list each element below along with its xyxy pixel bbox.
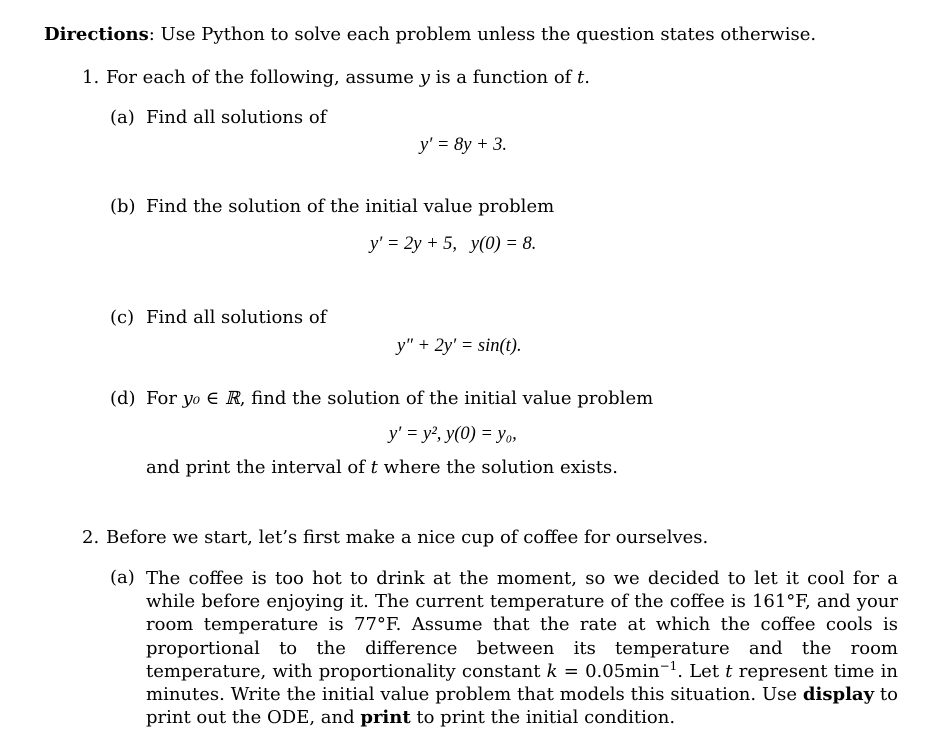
q1c-text: Find all solutions of xyxy=(146,307,327,328)
q1c-equation: y″ + 2y′ = sin(t). xyxy=(397,336,522,356)
q1d-after-var: t xyxy=(370,457,378,478)
q1-intro-var-t: t xyxy=(577,67,585,88)
q1-intro-text-1: For each of the following, assume xyxy=(106,67,420,88)
q1-intro-text-2: is a function of xyxy=(429,67,578,88)
q1-number: 1. xyxy=(82,67,100,88)
q2a-bold-print: print xyxy=(360,707,411,729)
q2a-paragraph xyxy=(146,567,898,729)
q2a-text-5: to print out the ODE, and xyxy=(146,684,898,729)
q1d-label: (d) xyxy=(110,388,136,409)
q1d-text-2: , find the solution of the initial value problem xyxy=(239,388,654,409)
q2a-var-t: t xyxy=(725,660,733,682)
q2a-text-4: represent time in minutes. Write the initial value problem that models this situation. Use xyxy=(146,660,898,706)
q2a-bold-display: display xyxy=(802,684,875,706)
q1d-after-text-2: where the solution exists. xyxy=(377,457,618,478)
q1-intro xyxy=(106,67,590,89)
directions-text: : Use Python to solve each problem unless the question states otherwise. xyxy=(148,24,817,45)
q1-intro-text-3: . xyxy=(584,67,591,88)
q2a-text-2: = 0.05min xyxy=(557,660,660,682)
q2-number: 2. xyxy=(82,527,100,548)
q2a-text-1: The coffee is too hot to drink at the moment, so we decided to let it cool for a while before enjoying it. The current temperature of the coffee is 161°F, and your room temperature is 77°F. Assume that the rate at which the coffee cools is proportional to the difference between its temperature and the room temperature, with proportionality constant xyxy=(146,568,898,682)
q1d-after-text-1: and print the interval of xyxy=(146,457,371,478)
q2a-text-6: to print the initial condition. xyxy=(410,707,676,729)
q1d-var: y₀ ∈ ℝ xyxy=(182,388,240,409)
q2a-var-k: k xyxy=(546,660,558,682)
directions-line xyxy=(44,24,816,46)
q2a-text-3: . Let xyxy=(677,660,726,682)
q1a-equation: y′ = 8y + 3. xyxy=(420,135,508,155)
q1d-text-1: For xyxy=(146,388,183,409)
q1a-label: (a) xyxy=(110,107,135,128)
q2a-superscript: −1 xyxy=(659,658,678,673)
q1d-equation: y′ = y², y(0) = y₀, xyxy=(389,424,517,444)
q2a-label: (a) xyxy=(110,567,135,588)
q1-intro-var-y: y xyxy=(419,67,430,88)
q1b-text: Find the solution of the initial value problem xyxy=(146,196,555,217)
q1d-after xyxy=(146,457,618,479)
q1c-label: (c) xyxy=(110,307,135,328)
q1b-label: (b) xyxy=(110,196,136,217)
q1a-text: Find all solutions of xyxy=(146,107,327,128)
q1d-text xyxy=(146,388,653,410)
q1b-equation: y′ = 2y + 5, y(0) = 8. xyxy=(370,234,537,254)
q2-intro: Before we start, let’s first make a nice cup of coffee for ourselves. xyxy=(106,527,709,548)
directions-label: Directions xyxy=(44,24,149,45)
